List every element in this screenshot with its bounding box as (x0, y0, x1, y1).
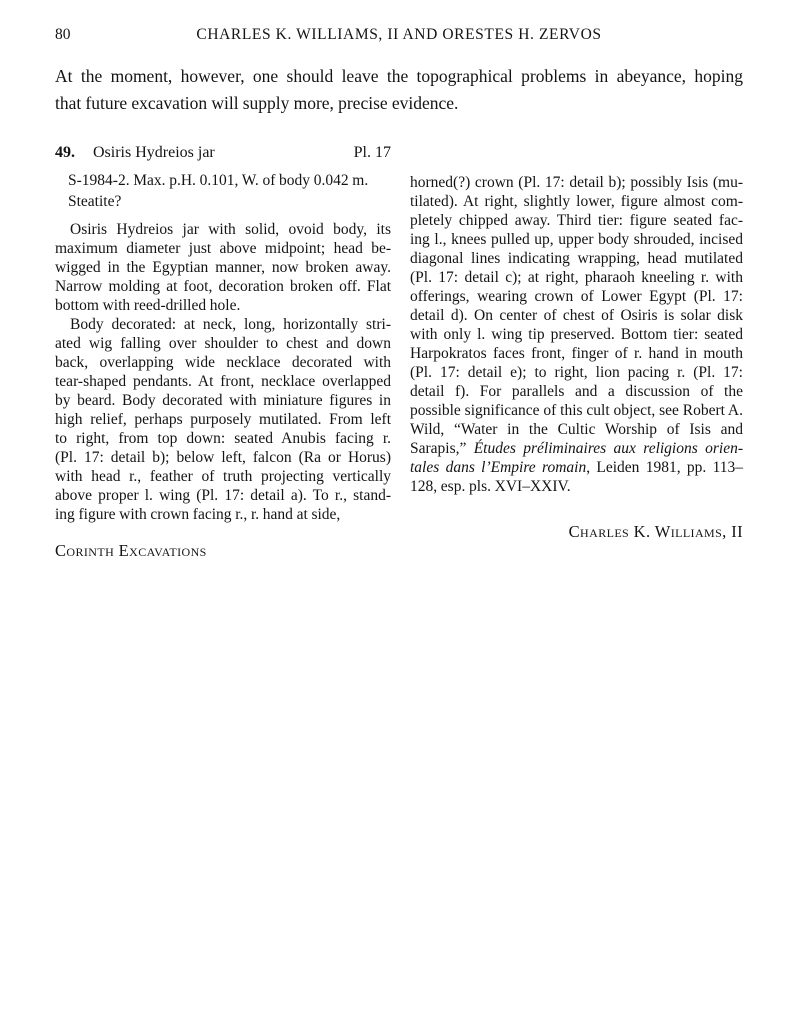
text-line: Harpokratos faces front, finger of r. hand in mouth (410, 345, 743, 362)
text-line: diagonal lines indicating wrapping, head mutilated (410, 250, 743, 267)
text-line: Wild, “Water in the Cultic Worship of Isis and (410, 421, 743, 438)
entry-title: Osiris Hydreios jar (93, 144, 215, 161)
text-line: Steatite? (68, 193, 122, 210)
right-column-text (410, 173, 743, 496)
text-line: detail d). On center of chest of Osiris is solar disk (410, 307, 743, 324)
text-line: wigged in the Egyptian manner, now broken away. (55, 259, 391, 276)
italic-text-segment: tales dans l’Empire romain (410, 459, 587, 476)
text-block-para (55, 63, 743, 117)
text-line: horned(?) crown (Pl. 17: detail b); possibly Isis (mu- (410, 174, 743, 191)
text-line: above proper l. wing (Pl. 17: detail a). To r., stand- (55, 487, 391, 504)
text-line: pletely chipped away. Third tier: figure seated fac- (410, 212, 743, 229)
text-line: possible significance of this cult object, see Robert A. (410, 402, 743, 419)
text-line: that future excavation will supply more, precise evidence. (55, 93, 459, 113)
page-header (55, 26, 743, 46)
text-block-para (410, 173, 743, 496)
text-line: ated wig falling over shoulder to chest and down (55, 335, 391, 352)
text-line: Osiris Hydreios jar with solid, ovoid body, its (70, 221, 391, 238)
entry-number: 49. (55, 144, 75, 161)
text-line: offerings, wearing crown of Lower Egypt (Pl. 17: (410, 288, 743, 305)
corinth-excavations-label: Corinth Excavations (55, 541, 207, 560)
text-segment: Sarapis,” (410, 440, 474, 457)
two-column-body (55, 143, 743, 560)
text-line (410, 458, 743, 477)
intro-paragraph (55, 63, 743, 117)
page-number: 80 (55, 26, 71, 43)
left-column-text (55, 170, 391, 524)
italic-text-segment: Études préliminaires aux religions orien- (473, 440, 743, 457)
text-line: to right, from top down: seated Anubis facing r. (55, 430, 391, 447)
running-head: CHARLES K. WILLIAMS, II AND ORESTES H. ZERVOS (196, 26, 602, 43)
text-block-para (55, 220, 391, 315)
text-line: (Pl. 17: detail b); below left, falcon (Ra or Horus) (55, 449, 391, 466)
text-line: tilated). At right, slightly lower, figure almost com- (410, 193, 743, 210)
text-line: back, overlapping wide necklace decorated with (55, 354, 391, 371)
text-line: ing l., knees pulled up, upper body shrouded, incised (410, 231, 743, 248)
author-signature: Charles K. Williams, II (568, 522, 743, 541)
text-line: (Pl. 17: detail e); to right, lion pacing r. (Pl. 17: (410, 364, 743, 381)
text-line: Narrow molding at foot, decoration broken off. Flat (55, 278, 391, 295)
text-line: tear-shaped pendants. At front, necklace overlapped (55, 373, 391, 390)
page-content (55, 26, 743, 560)
right-column (410, 143, 743, 560)
text-line: (Pl. 17: detail c); at right, pharaoh kneeling r. with (410, 269, 743, 286)
text-line: with head r., feather of truth projecting vertically (55, 468, 391, 485)
text-block-catalog (55, 170, 391, 212)
text-segment: , Leiden 1981, pp. 113– (586, 459, 743, 476)
text-line: S-1984-2. Max. p.H. 0.101, W. of body 0.042 m. (68, 172, 369, 189)
plate-reference: Pl. 17 (353, 144, 391, 161)
text-block-para (55, 315, 391, 524)
text-line: maximum diameter just above midpoint; head be- (55, 240, 391, 257)
text-line: Body decorated: at neck, long, horizontally stri- (70, 316, 391, 333)
text-line: At the moment, however, one should leave the topographical problems in abeyance, hoping (55, 66, 743, 86)
text-line: by beard. Body decorated with miniature figures in (55, 392, 391, 409)
text-line: with only l. wing tip preserved. Bottom tier: seated (410, 326, 743, 343)
text-line (410, 439, 743, 458)
left-column (55, 143, 391, 560)
text-line: ing figure with crown facing r., r. hand at side, (55, 506, 341, 523)
catalog-entry-heading (55, 143, 391, 163)
text-line: 128, esp. pls. XVI–XXIV. (410, 478, 571, 495)
text-line: bottom with reed-drilled hole. (55, 297, 241, 314)
text-line: high relief, perhaps purposely mutilated. From left (55, 411, 391, 428)
text-line: detail f). For parallels and a discussion of the (410, 383, 743, 400)
